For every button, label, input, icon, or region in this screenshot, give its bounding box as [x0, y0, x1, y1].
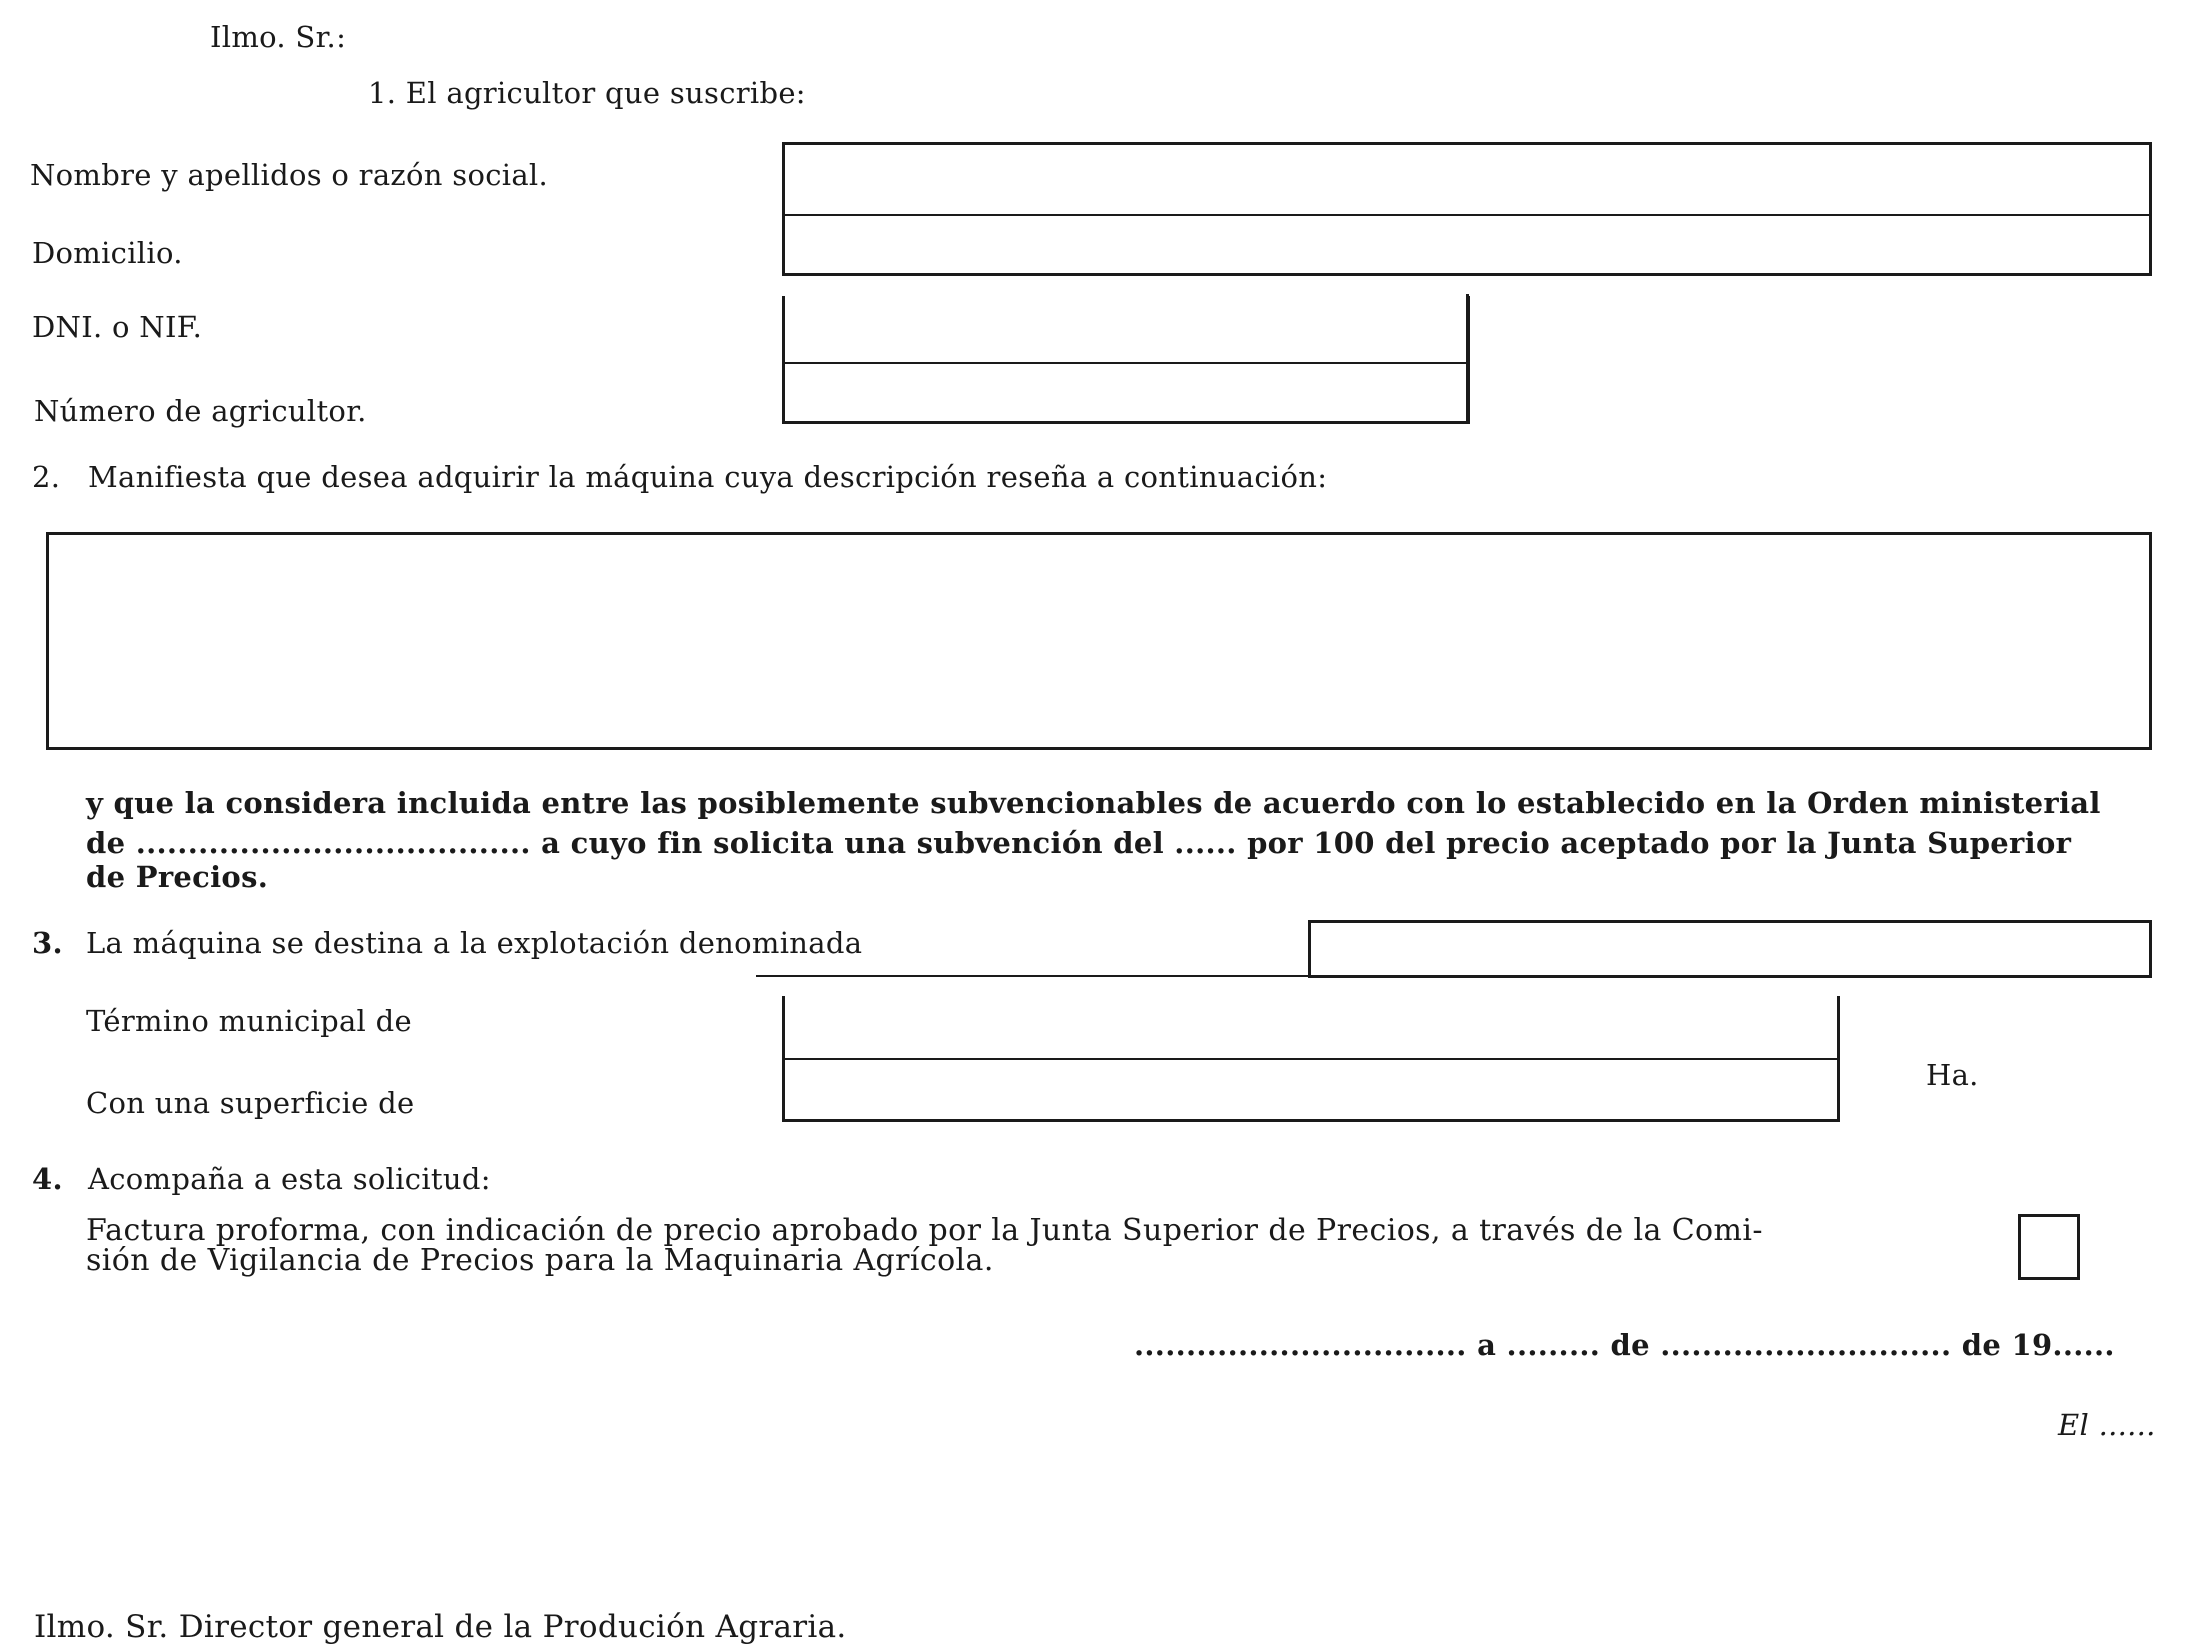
- section4-number: 4.: [32, 1162, 63, 1196]
- section2-heading: Manifiesta que desea adquirir la máquina cuya descripción reseña a continuación:: [88, 460, 1328, 494]
- invoice-line2: sión de Vigilancia de Precios para la Maquinaria Agrícola.: [86, 1243, 994, 1278]
- section2-paragraph-line1: [86, 786, 2176, 820]
- section2-paragraph-line1-text: y que la considera incluida entre las posiblemente subvencionables de acuerdo con lo establecido en la Orden ministerial: [86, 786, 2101, 820]
- hectares-unit: Ha.: [1926, 1058, 1979, 1092]
- name-input-field[interactable]: [784, 144, 2152, 216]
- invoice-checkbox[interactable]: [2018, 1214, 2080, 1280]
- section2-paragraph-line3: de Precios.: [86, 860, 269, 894]
- surface-input-field[interactable]: [784, 1062, 1838, 1120]
- section2-paragraph-line2: de ...................................... a cuyo fin solicita una subvención del ...... por 100 del precio aceptado por la Junta Superior: [86, 826, 2072, 860]
- section4-heading: Acompaña a esta solicitud:: [88, 1162, 491, 1196]
- section2-number: 2.: [32, 460, 61, 494]
- farmer-number-input-field[interactable]: [784, 366, 1468, 422]
- machine-description-box[interactable]: [46, 532, 2152, 750]
- salutation: Ilmo. Sr.:: [210, 20, 347, 54]
- surface-label: Con una superficie de: [86, 1086, 415, 1120]
- exploitation-name-input[interactable]: [1308, 920, 2152, 978]
- name-label: Nombre y apellidos o razón social.: [30, 158, 549, 192]
- municipality-label: Término municipal de: [86, 1004, 412, 1038]
- farmer-number-label: Número de agricultor.: [34, 394, 367, 428]
- signature-line: El ......: [2058, 1408, 2156, 1442]
- section1-heading: 1. El agricultor que suscribe:: [368, 76, 806, 110]
- dni-input-field[interactable]: [784, 296, 1468, 364]
- domicile-input-field[interactable]: [784, 216, 2152, 274]
- date-line: ................................ a ......... de ............................ de 19......: [1134, 1328, 2115, 1362]
- section3-number: 3.: [32, 926, 63, 960]
- dni-label: DNI. o NIF.: [32, 310, 203, 344]
- invoice-line1: Factura proforma, con indicación de precio aprobado por la Junta Superior de Precios, a través de la Comi-: [86, 1213, 1763, 1248]
- domicile-label: Domicilio.: [32, 236, 183, 270]
- addressee: Ilmo. Sr. Director general de la Produción Agraria.: [34, 1609, 847, 1645]
- municipality-input-field[interactable]: [784, 996, 1838, 1060]
- section3-heading: La máquina se destina a la explotación denominada: [86, 926, 863, 960]
